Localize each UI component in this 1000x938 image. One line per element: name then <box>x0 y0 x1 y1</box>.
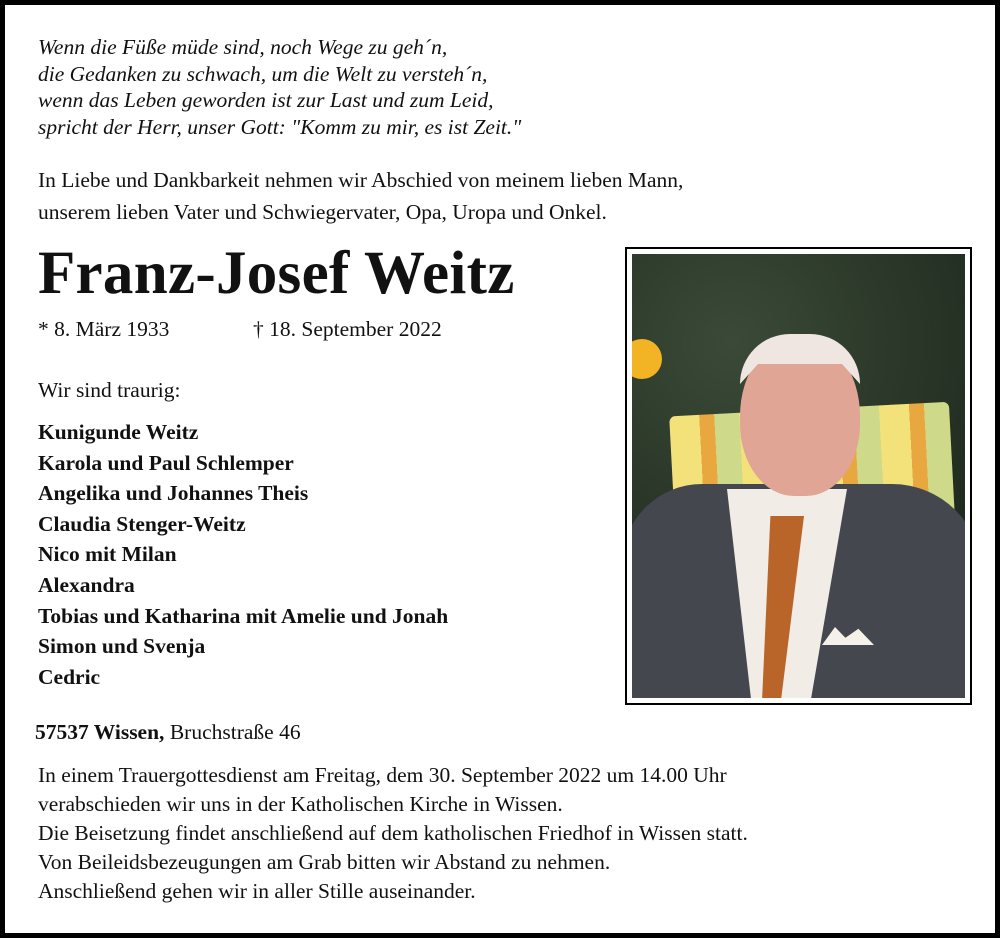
mourner: Angelika und Johannes Theis <box>38 481 309 506</box>
obituary-notice <box>5 5 995 933</box>
poem-line: Wenn die Füße müde sind, noch Wege zu geh´n, <box>38 35 448 59</box>
mourner: Tobias und Katharina mit Amelie und Jonah <box>38 603 449 628</box>
address <box>35 720 301 745</box>
poem-line: spricht der Herr, unser Gott: "Komm zu mir, es ist Zeit." <box>38 114 522 139</box>
service-line: In einem Trauergottesdienst am Freitag, dem 30. September 2022 um 14.00 Uhr <box>38 763 727 787</box>
mourner: Cedric <box>38 664 101 689</box>
poem-line: wenn das Leben geworden ist zur Last und zum Leid, <box>38 88 494 113</box>
intro-line: In Liebe und Dankbarkeit nehmen wir Abschied von meinem lieben Mann, <box>38 168 684 192</box>
life-dates <box>38 317 442 342</box>
portrait-frame <box>625 247 972 705</box>
portrait-photo <box>632 254 965 698</box>
service-info <box>38 761 748 906</box>
service-line: verabschieden wir uns in der Katholischen Kirche in Wissen. <box>38 792 563 816</box>
mourners-list <box>38 417 448 692</box>
service-line: Von Beileidsbezeugungen am Grab bitten wir Abstand zu nehmen. <box>38 850 611 874</box>
birth-date: * 8. März 1933 <box>38 317 170 341</box>
intro-text <box>38 164 683 228</box>
service-line: Anschließend gehen wir in aller Stille auseinander. <box>38 879 476 903</box>
mourner: Simon und Svenja <box>38 634 206 659</box>
mourner: Karola und Paul Schlemper <box>38 450 294 475</box>
mourner: Claudia Stenger-Weitz <box>38 511 246 536</box>
service-line: Die Beisetzung findet anschließend auf dem katholischen Friedhof in Wissen statt. <box>38 821 748 845</box>
mourners-heading: Wir sind traurig: <box>38 378 181 402</box>
mourner: Kunigunde Weitz <box>38 420 199 444</box>
mourner: Nico mit Milan <box>38 542 177 567</box>
mourner: Alexandra <box>38 572 135 597</box>
address-street: Bruchstraße 46 <box>169 720 301 744</box>
poem <box>38 34 521 140</box>
poem-line: die Gedanken zu schwach, um die Welt zu versteh´n, <box>38 61 488 86</box>
death-date: † 18. September 2022 <box>253 317 442 341</box>
deceased-name: Franz-Josef Weitz <box>38 240 515 307</box>
address-city: 57537 Wissen, <box>35 720 165 744</box>
intro-line: unserem lieben Vater und Schwiegervater, Opa, Uropa und Onkel. <box>38 200 607 224</box>
